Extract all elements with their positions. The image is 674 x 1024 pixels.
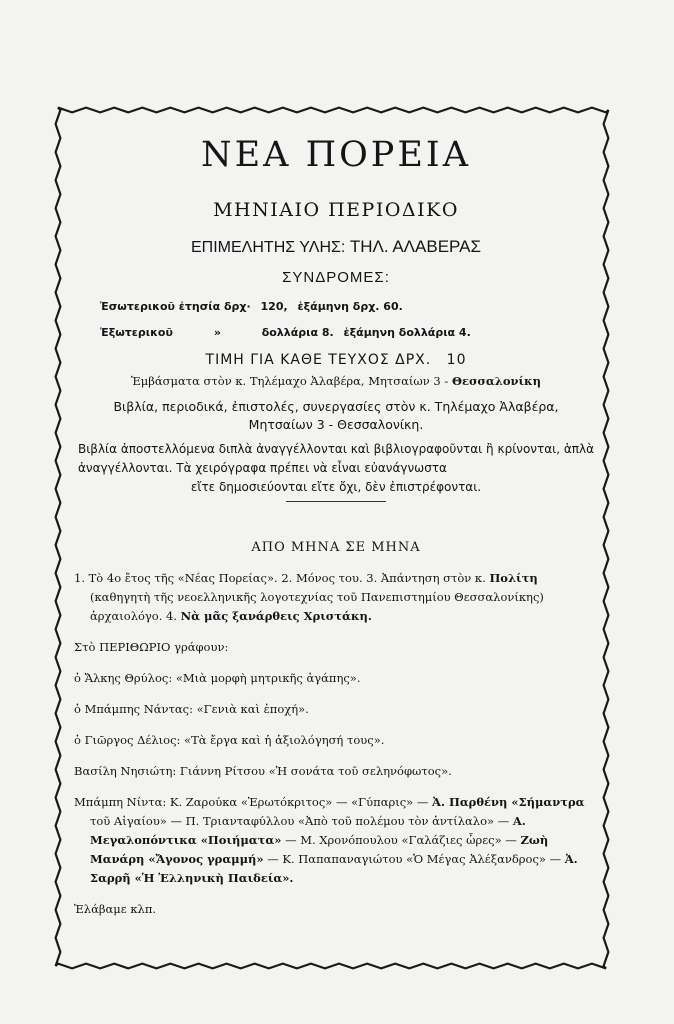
price-text: ΤΙΜΗ ΓΙΑ ΚΑΘΕ ΤΕΥΧΟΣ ΔΡΧ. — [205, 352, 432, 368]
books-notice — [78, 440, 594, 497]
editor-label: ΕΠΙΜΕΛΗΤΗΣ ΥΛΗΣ: — [191, 239, 346, 256]
remittance-text: Ἐμβάσματα στὸν κ. Τηλέμαχο Ἀλαβέρα, Μητσαίων 3 - — [130, 374, 449, 388]
item1-bold-politis: Πολίτη — [489, 571, 538, 585]
foreign-ditto: » — [213, 326, 221, 339]
correspondence-line1: Βιβλία, περιοδικά, ἐπιστολές, συνεργασίες στὸν κ. Τηλέμαχο Ἀλαβέρα, — [113, 399, 559, 414]
item1-bold-christakis: Νὰ μᾶς ξανάρθεις Χριστάκη. — [180, 609, 372, 623]
subscription-domestic — [100, 300, 598, 313]
periphery-entry-1: ὁ Ἄλκης Θρύλος: «Μιὰ μορφὴ μητρικῆς ἀγάπης». — [74, 671, 361, 685]
foreign-annual: δολλάρια 8. — [261, 326, 334, 339]
foreign-half: ἑξάμηνη δολλάρια 4. — [343, 326, 471, 339]
domestic-label: Ἐσωτερικοῦ ἐτησία δρχ· — [100, 300, 251, 313]
correspondence-block — [74, 398, 598, 434]
month-item-1 — [74, 569, 598, 626]
periphery-intro: Στὸ ΠΕΡΙΘΩΡΙΟ γράφουν: — [74, 640, 229, 654]
editor-line — [74, 237, 598, 257]
review-nisioti: Βασίλη Νησιώτη: Γιάννη Ρίτσου «Ἡ σονάτα τοῦ σεληνόφωτος». — [74, 764, 452, 778]
books-notice-last-line: εἴτε δημοσιεύονται εἴτε ὄχι, δὲν ἐπιστρέφονται. — [190, 480, 482, 494]
ninta-bold-2: Α. Μεγαλοπόντικα «Ποιήματα» — [90, 814, 526, 847]
domestic-annual: 120, — [260, 300, 288, 313]
periphery-entry-3: ὁ Γιῶργος Δέλιος: «Τὰ ἔργα καὶ ἡ ἀξιολόγησή τους». — [74, 733, 385, 747]
section-heading: ΑΠΟ ΜΗΝΑ ΣΕ ΜΗΝΑ — [251, 540, 421, 555]
price-line — [74, 352, 598, 368]
editor-name: ΤΗΛ. ΑΛΑΒΕΡΑΣ — [349, 237, 481, 256]
item1-text-a: 1. Τὸ 4ο ἔτος τῆς «Νέας Πορείας». 2. Μόνος του. 3. Ἀπάντηση στὸν κ. — [74, 571, 486, 585]
foreign-label: Ἐξωτερικοῦ — [100, 326, 173, 339]
ninta-text-1: Μπάμπη Νίντα: Κ. Ζαρούκα «Ἐρωτόκριτος» — «Γύπαρις» — — [74, 795, 429, 809]
received-note: Ἐλάβαμε κλπ. — [74, 902, 157, 916]
ninta-bold-4: Ἀ. Σαρρῆ «Ἡ Ἑλληνικὴ Παιδεία». — [90, 852, 578, 885]
page-frame — [52, 104, 612, 972]
remittance-line — [74, 374, 598, 388]
subscription-foreign — [100, 326, 598, 339]
ninta-text-4: — Κ. Παπαπαναγιώτου «Ὁ Μέγας Ἀλέξανδρος» — — [267, 852, 562, 866]
magazine-subtitle: ΜΗΝΙΑΙΟ ΠΕΡΙΟΔΙΚΟ — [213, 199, 459, 221]
page-content — [74, 135, 598, 931]
domestic-half: ἑξάμηνη δρχ. 60. — [297, 300, 403, 313]
item1-text-b: (καθηγητὴ τῆς νεοελληνικῆς λογοτεχνίας τοῦ Πανεπιστημίου Θεσσαλονίκης) ἀρχαιολόγο. 4. — [90, 590, 544, 623]
remittance-city: Θεσσαλονίκη — [451, 374, 542, 388]
books-notice-text: Βιβλία ἀποστελλόμενα διπλὰ ἀναγγέλλονται καὶ βιβλιογραφοῦνται ἢ κρίνονται, ἁπλὰ ἀναγγέλλονται. Τὰ χειρόγραφα πρέπει νὰ εἶναι εὐανάγνωστα — [78, 442, 594, 475]
ninta-bold-3: Ζωὴ Μανάρη «Ἄγονος γραμμή» — [90, 833, 549, 866]
ninta-bold-1: Ἀ. Παρθένη «Σήμαντρα — [432, 795, 585, 809]
subscriptions-heading: ΣΥΝΔΡΟΜΕΣ: — [282, 269, 390, 286]
correspondence-line2: Μητσαίων 3 - Θεσσαλονίκη. — [248, 417, 424, 432]
magazine-title: ΝΕΑ ΠΟΡΕΙΑ — [201, 135, 471, 175]
ninta-text-2: τοῦ Αἰγαίου» — Π. Τριανταφύλλου «Ἀπὸ τοῦ πολέμου τὸν ἀντίλαλο» — — [90, 814, 510, 828]
price-amount: 10 — [446, 352, 467, 368]
divider-rule — [286, 501, 386, 502]
periphery-entry-2: ὁ Μπάμπης Νάντας: «Γενιὰ καὶ ἐποχή». — [74, 702, 309, 716]
review-ninta — [74, 793, 598, 888]
ninta-text-3: — Μ. Χρονόπουλου «Γαλάζιες ὧρες» — — [285, 833, 517, 847]
